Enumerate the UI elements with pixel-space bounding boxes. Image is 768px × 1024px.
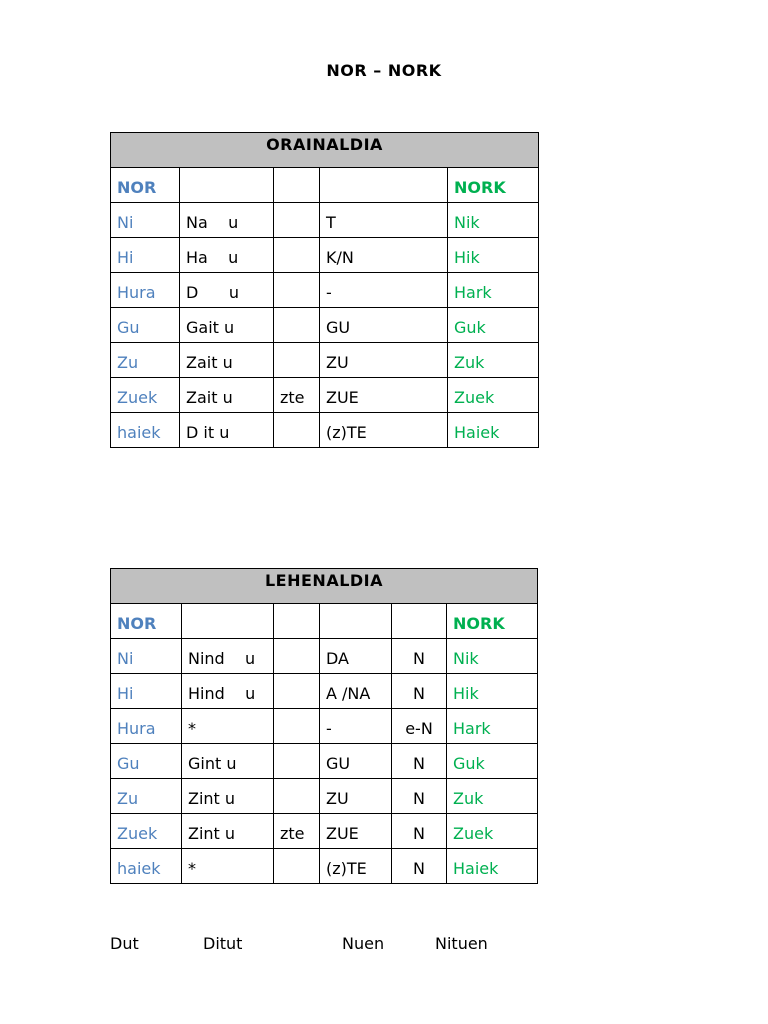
suffix-cell: (z)TE — [320, 413, 448, 448]
table-row — [111, 674, 538, 709]
table-row — [111, 413, 539, 448]
ending-cell: N — [392, 674, 447, 709]
ending-cell: N — [392, 744, 447, 779]
footer-word-ditut: Ditut — [203, 934, 243, 953]
suffix-cell: ZU — [320, 779, 392, 814]
verb-cell: * — [182, 849, 274, 884]
nor-cell: Zu — [111, 779, 182, 814]
extra-cell — [274, 674, 320, 709]
extra-cell — [274, 203, 320, 238]
suffix-cell: ZU — [320, 343, 448, 378]
empty-cell — [320, 604, 392, 639]
nor-cell: Hi — [111, 238, 180, 273]
table-row — [111, 709, 538, 744]
verb-cell: Gait u — [180, 308, 274, 343]
table-row — [111, 779, 538, 814]
empty-cell — [182, 604, 274, 639]
verb-cell: Na u — [180, 203, 274, 238]
verb-cell: Zint u — [182, 814, 274, 849]
ending-cell: N — [392, 779, 447, 814]
footer-word-nuen: Nuen — [342, 934, 385, 953]
nor-cell: Zuek — [111, 378, 180, 413]
table-row — [111, 238, 539, 273]
extra-cell — [274, 779, 320, 814]
nor-cell: Ni — [111, 203, 180, 238]
verb-cell: * — [182, 709, 274, 744]
column-header-nor: NOR — [111, 168, 180, 203]
nor-cell: Zu — [111, 343, 180, 378]
nork-cell: Hik — [448, 238, 539, 273]
nork-cell: Zuk — [447, 779, 538, 814]
extra-cell — [274, 238, 320, 273]
nor-cell: Hi — [111, 674, 182, 709]
verb-cell: Zait u — [180, 378, 274, 413]
suffix-cell: ZUE — [320, 814, 392, 849]
nor-cell: Hura — [111, 273, 180, 308]
nor-cell: haiek — [111, 413, 180, 448]
nork-cell: Nik — [448, 203, 539, 238]
verb-cell: Zint u — [182, 779, 274, 814]
suffix-cell: ZUE — [320, 378, 448, 413]
extra-cell: zte — [274, 378, 320, 413]
footer-word-nituen: Nituen — [435, 934, 488, 953]
page-title: NOR – NORK — [326, 61, 442, 80]
empty-cell — [320, 168, 448, 203]
nor-cell: Ni — [111, 639, 182, 674]
verb-cell: D it u — [180, 413, 274, 448]
column-header-nork: NORK — [447, 604, 538, 639]
nor-cell: Gu — [111, 744, 182, 779]
nork-cell: Zuek — [447, 814, 538, 849]
column-header-nork: NORK — [448, 168, 539, 203]
nor-cell: haiek — [111, 849, 182, 884]
nork-cell: Guk — [448, 308, 539, 343]
extra-cell — [274, 849, 320, 884]
table-row — [111, 203, 539, 238]
nor-cell: Zuek — [111, 814, 182, 849]
suffix-cell: K/N — [320, 238, 448, 273]
suffix-cell: DA — [320, 639, 392, 674]
extra-cell: zte — [274, 814, 320, 849]
empty-cell — [274, 604, 320, 639]
empty-cell — [180, 168, 274, 203]
nork-cell: Haiek — [447, 849, 538, 884]
table-row — [111, 308, 539, 343]
verb-cell: Gint u — [182, 744, 274, 779]
extra-cell — [274, 308, 320, 343]
verb-cell: D u — [180, 273, 274, 308]
suffix-cell: GU — [320, 744, 392, 779]
table-row — [111, 273, 539, 308]
suffix-cell: (z)TE — [320, 849, 392, 884]
empty-cell — [392, 604, 447, 639]
table-row — [111, 744, 538, 779]
nor-cell: Gu — [111, 308, 180, 343]
nork-cell: Guk — [447, 744, 538, 779]
ending-cell: N — [392, 639, 447, 674]
nork-cell: Nik — [447, 639, 538, 674]
nork-cell: Hark — [448, 273, 539, 308]
extra-cell — [274, 413, 320, 448]
ending-cell: N — [392, 849, 447, 884]
table-row — [111, 639, 538, 674]
nork-cell: Hik — [447, 674, 538, 709]
verb-cell: Hind u — [182, 674, 274, 709]
lehenaldia-table — [110, 568, 538, 884]
table-header: ORAINALDIA — [111, 133, 539, 168]
suffix-cell: - — [320, 709, 392, 744]
column-header-nor: NOR — [111, 604, 182, 639]
table-header: LEHENALDIA — [111, 569, 538, 604]
verb-cell: Ha u — [180, 238, 274, 273]
ending-cell: N — [392, 814, 447, 849]
verb-cell: Zait u — [180, 343, 274, 378]
table-row — [111, 343, 539, 378]
table-row — [111, 849, 538, 884]
table-row — [111, 378, 539, 413]
extra-cell — [274, 639, 320, 674]
empty-cell — [274, 168, 320, 203]
nork-cell: Zuk — [448, 343, 539, 378]
suffix-cell: GU — [320, 308, 448, 343]
suffix-cell: - — [320, 273, 448, 308]
nork-cell: Hark — [447, 709, 538, 744]
suffix-cell: T — [320, 203, 448, 238]
extra-cell — [274, 343, 320, 378]
extra-cell — [274, 273, 320, 308]
footer-word-dut: Dut — [110, 934, 139, 953]
suffix-cell: A /NA — [320, 674, 392, 709]
nork-cell: Haiek — [448, 413, 539, 448]
extra-cell — [274, 709, 320, 744]
nor-cell: Hura — [111, 709, 182, 744]
extra-cell — [274, 744, 320, 779]
nork-cell: Zuek — [448, 378, 539, 413]
ending-cell: e-N — [392, 709, 447, 744]
table-row — [111, 814, 538, 849]
orainaldia-table — [110, 132, 539, 448]
verb-cell: Nind u — [182, 639, 274, 674]
